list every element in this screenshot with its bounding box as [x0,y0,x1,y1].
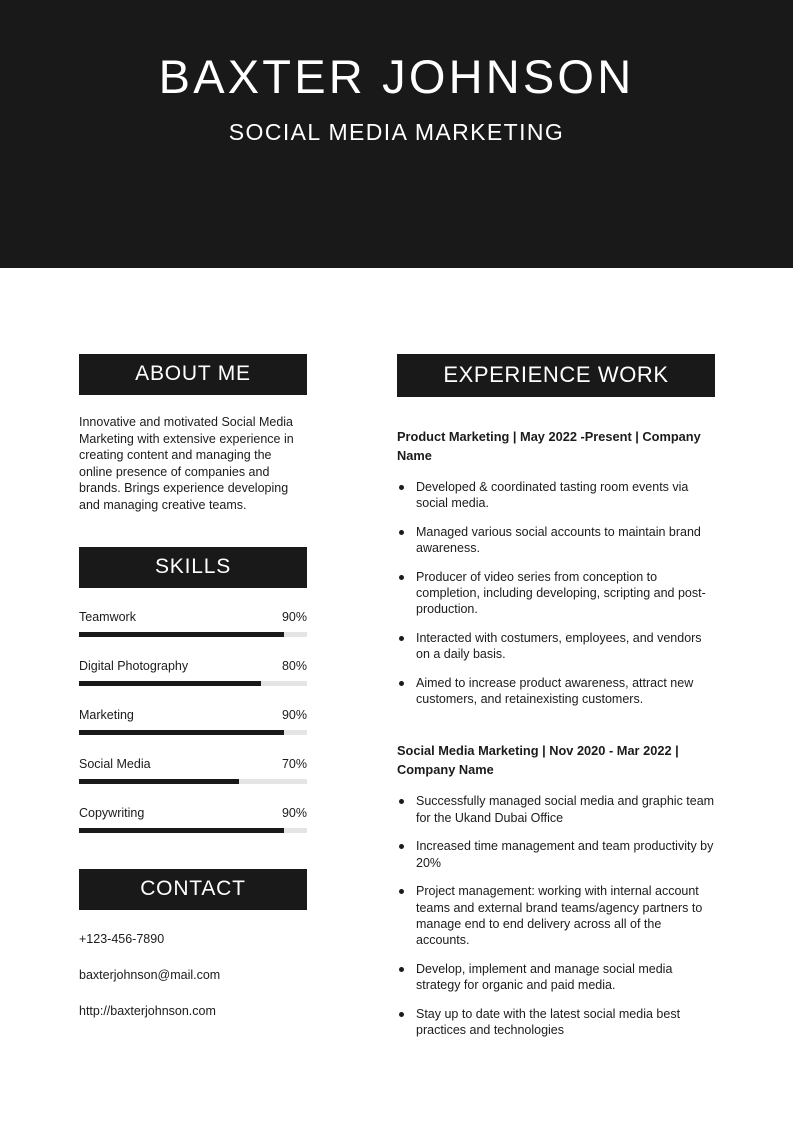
skill-name: Social Media [79,756,151,771]
skill-percent: 80% [281,658,307,673]
resume-header [0,0,793,268]
skill-item [79,659,307,686]
skill-name: Copywriting [79,805,145,820]
skill-bar-track [79,779,307,784]
about-section-title: ABOUT ME [79,354,307,395]
contact-website[interactable]: http://baxterjohnson.com [79,1003,216,1018]
skill-percent: 90% [281,609,307,624]
job-heading: Social Media Marketing | Nov 2020 - Mar 2022 | Company Name [397,743,679,778]
skill-bar-fill [79,730,284,735]
job-bullet: Aimed to increase product awareness, attract new customers, and retainexisting customers. [397,675,715,708]
resume-body [0,268,793,1050]
skills-section [79,547,307,833]
skill-percent: 70% [281,756,307,771]
skill-name: Digital Photography [79,658,189,673]
about-text: Innovative and motivated Social Media Marketing with extensive experience in creating content and managing the online presence of companies and brands. Brings experience developing and managing creative teams. [79,415,294,512]
skill-bar-track [79,828,307,833]
experience-job [397,427,715,707]
skill-bar-track [79,730,307,735]
experience-job [397,741,715,1038]
job-bullet-list [397,479,715,707]
job-bullet: Successfully managed social media and graphic team for the Ukand Dubai Office [397,793,715,826]
skill-bar-fill [79,828,284,833]
job-bullet: Developed & coordinated tasting room events via social media. [397,479,715,512]
skill-bar-fill [79,779,239,784]
skill-bar-fill [79,632,284,637]
job-bullet: Producer of video series from conception to completion, including developing, scripting and post-production. [397,569,715,618]
job-bullet: Stay up to date with the latest social media best practices and technologies [397,1006,715,1039]
skill-item [79,806,307,833]
skill-name: Marketing [79,707,134,722]
job-bullet: Interacted with costumers, employees, and vendors on a daily basis. [397,630,715,663]
experience-section-title: EXPERIENCE WORK [397,354,715,397]
skill-item [79,610,307,637]
candidate-name: BAXTER JOHNSON [158,49,635,103]
skill-item [79,757,307,784]
skill-bar-track [79,681,307,686]
job-bullet: Project management: working with internal account teams and external brand teams/agency partners to manage end to end delivery across all of the accounts. [397,883,715,949]
right-column [397,354,715,1050]
job-bullet: Managed various social accounts to maintain brand awareness. [397,524,715,557]
skill-percent: 90% [281,805,307,820]
job-bullet-list [397,793,715,1038]
skills-section-title: SKILLS [79,547,307,588]
skill-bar-track [79,632,307,637]
contact-section-title: CONTACT [79,869,307,910]
candidate-role: SOCIAL MEDIA MARKETING [228,119,565,146]
contact-email[interactable]: baxterjohnson@mail.com [79,967,221,982]
skill-item [79,708,307,735]
skill-percent: 90% [281,707,307,722]
skill-bar-fill [79,681,261,686]
left-column [79,354,307,1050]
contact-section [79,869,307,1018]
job-bullet: Increased time management and team productivity by 20% [397,838,715,871]
contact-phone: +123-456-7890 [79,931,165,946]
job-heading: Product Marketing | May 2022 -Present | Company Name [397,429,701,463]
skill-name: Teamwork [79,609,136,624]
job-bullet: Develop, implement and manage social media strategy for organic and paid media. [397,961,715,994]
